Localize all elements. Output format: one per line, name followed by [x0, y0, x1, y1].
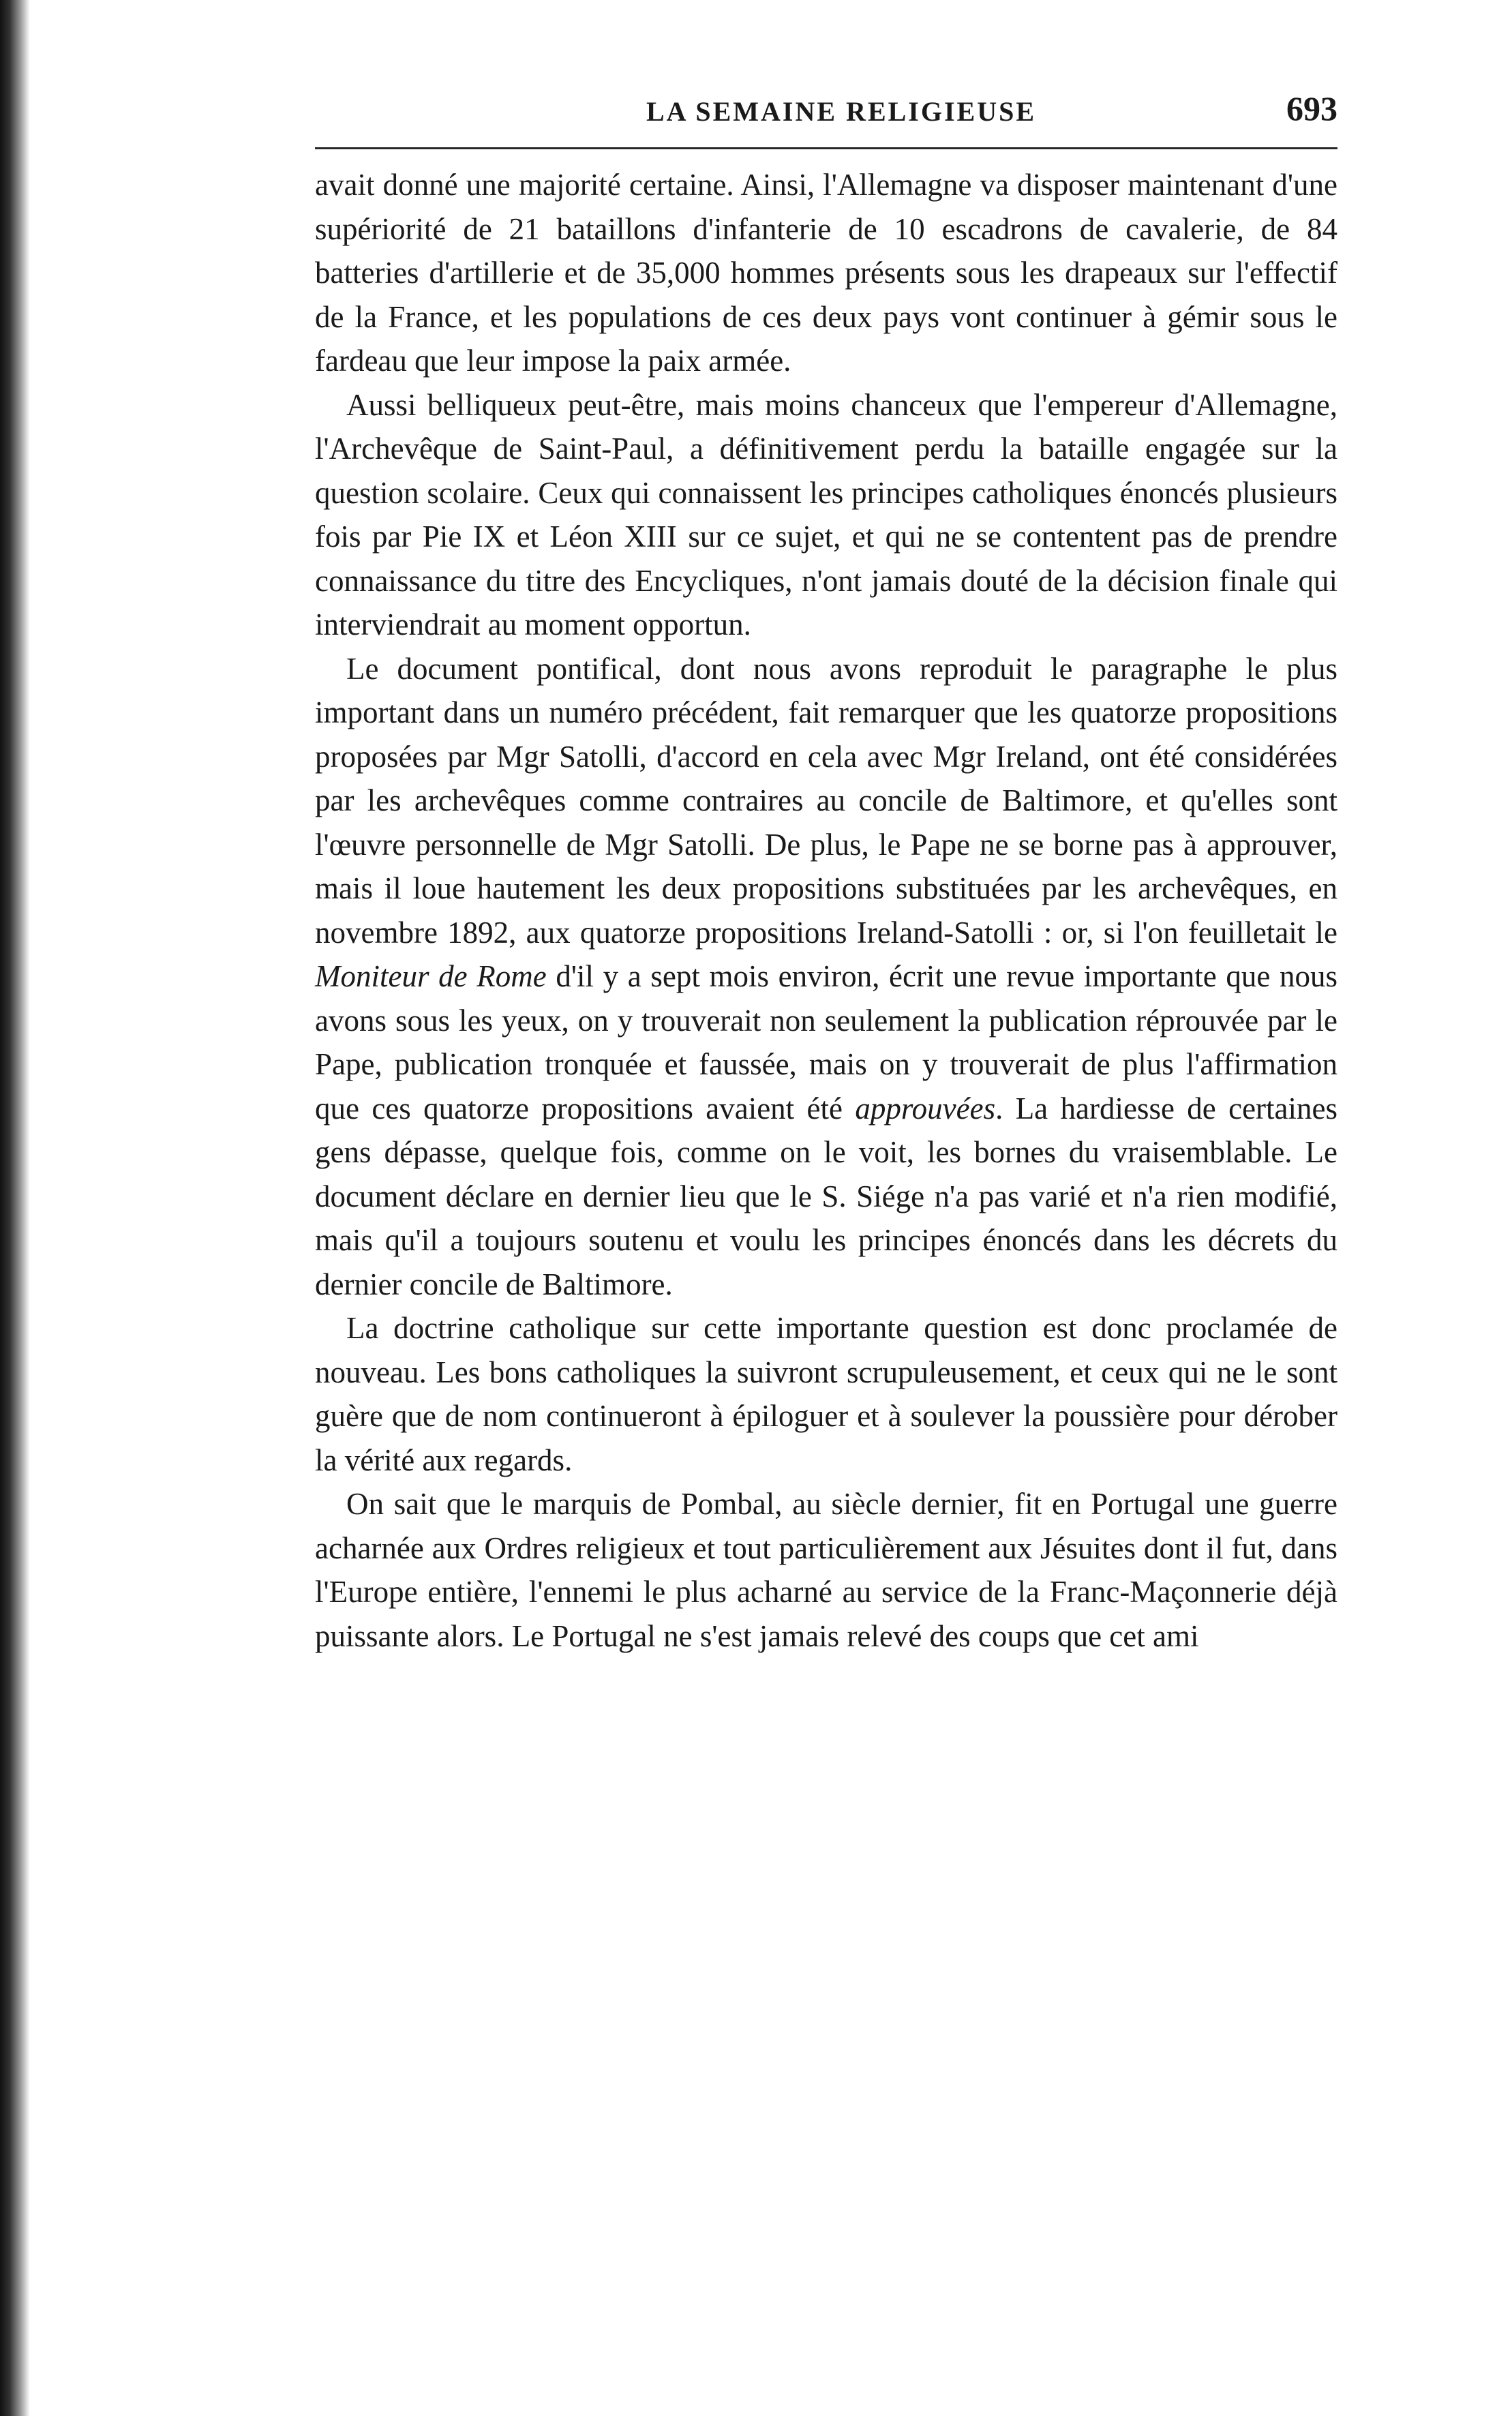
emphasis-approved: approuvées [855, 1091, 996, 1126]
paragraph-3-part-2: d'il y a sept mois environ, écrit une revue importante que nous avons sous les yeux, on y trouverait non seulement la publication réprouvée par le Pape, publication tronquée et faussée, mais on y trouverait de plus l'affirmation que ces quatorze propositions avaient été [315, 959, 1337, 1126]
paragraph-3-part-3: . La hardiesse de certaines gens dépasse, quelque fois, comme on le voit, les bornes du vraisemblable. Le document déclare en dernier lieu que le S. Siége n'a pas varié et n'a rien modifié, mais qu'il a toujours soutenu et voulu les principes énoncés dans les décrets du dernier concile de Baltimore. [315, 1091, 1337, 1301]
page-number: 693 [1286, 89, 1337, 127]
document-page [315, 89, 1337, 1658]
paragraph-5: On sait que le marquis de Pombal, au siècle dernier, fit en Portugal une guerre acharnée aux Ordres religieux et tout particulièrement aux Jésuites dont il fut, dans l'Europe entière, l'ennemi le plus acharné au service de la Franc-Maçonnerie déjà puissante alors. Le Portugal ne s'est jamais relevé des coups que cet ami [315, 1487, 1337, 1653]
page-header [315, 89, 1337, 132]
paragraph-2: Aussi belliqueux peut-être, mais moins chanceux que l'empereur d'Allemagne, l'Archevêque de Saint-Paul, a définitivement perdu la bataille engagée sur la question scolaire. Ceux qui connaissent les principes catholiques énoncés plusieurs fois par Pie IX et Léon XIII sur ce sujet, et qui ne se contentent pas de prendre connaissance du titre des Encycliques, n'ont jamais douté de la décision finale qui interviendrait au moment opportun. [315, 387, 1337, 641]
running-title: LA SEMAINE RELIGIEUSE [646, 96, 1037, 127]
paragraph-3 [315, 647, 1337, 1307]
paragraph-3-part-1: Le document pontifical, dont nous avons reproduit le paragraphe le plus important dans un numéro précédent, fait remarquer que les quatorze propositions proposées par Mgr Satolli, d'accord en cela avec Mgr Ireland, ont été considérées par les archevêques comme contraires au concile de Baltimore, et qu'elles sont l'œuvre personnelle de Mgr Satolli. De plus, le Pape ne se borne pas à approuver, mais il loue hautement les deux propositions substituées par les archevêques, en novembre 1892, aux quatorze propositions Ireland-Satolli : or, si l'on feuilletait le [315, 651, 1337, 950]
body-text [315, 163, 1337, 1658]
scan-binding-edge [0, 0, 30, 2416]
paragraph-4: La doctrine catholique sur cette importante question est donc proclamée de nouveau. Les bons catholiques la suivront scrupuleusement, et ceux qui ne le sont guère que de nom continueront à épiloguer et à soulever la poussière pour dérober la vérité aux regards. [315, 1311, 1337, 1477]
paragraph-1: avait donné une majorité certaine. Ainsi, l'Allemagne va disposer maintenant d'une supériorité de 21 bataillons d'infanterie de 10 escadrons de cavalerie, de 84 batteries d'artillerie et de 35,000 hommes présents sous les drapeaux sur l'effectif de la France, et les populations de ces deux pays vont continuer à gémir sous le fardeau que leur impose la paix armée. [315, 168, 1337, 378]
journal-title: Moniteur de Rome [315, 959, 547, 993]
header-rule [315, 147, 1337, 149]
